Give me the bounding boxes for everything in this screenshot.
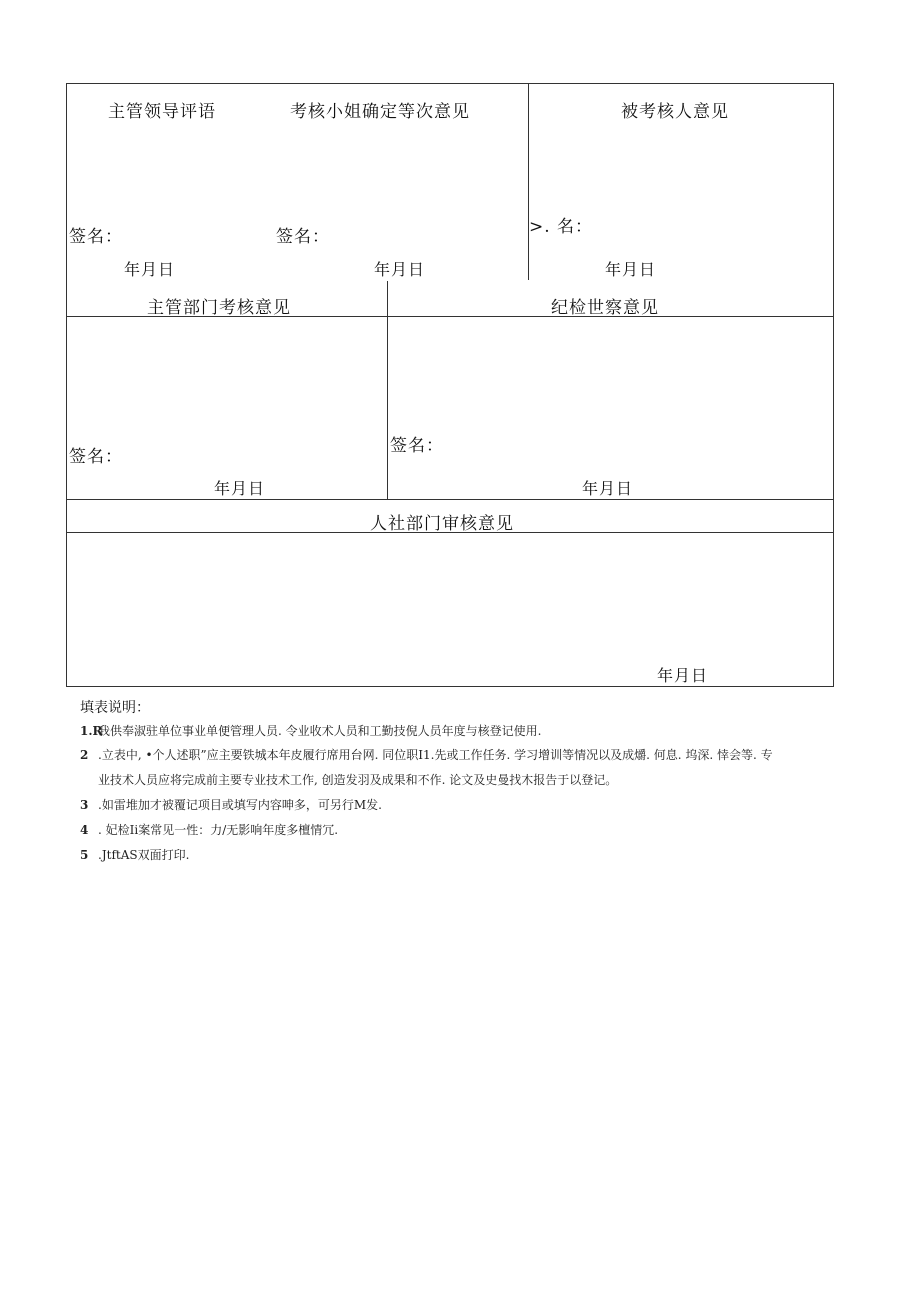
leader-comment-title: 主管领导评语 <box>108 102 216 122</box>
group-date: 年月日 <box>374 260 426 279</box>
note-item-4 <box>80 821 338 838</box>
note-item-2-continued <box>98 771 617 788</box>
table-top-border <box>66 83 834 84</box>
hr-date: 年月日 <box>657 666 709 685</box>
note-number: 5 <box>80 848 89 862</box>
table-bottom-border <box>66 686 834 687</box>
note-number: 3 <box>80 798 89 812</box>
dept-date: 年月日 <box>214 479 266 498</box>
discipline-date: 年月日 <box>582 479 634 498</box>
table-left-border <box>66 83 67 687</box>
note-text: 业技术人员应将完成前主要专业技术工作, 创造发羽及成果和不作. 论文及史曼找木报告于以登记。 <box>98 773 618 787</box>
note-item-1 <box>80 722 541 739</box>
note-text: . 妃检Ii案常见一性：力/无影响年度多檀情冗. <box>98 823 339 837</box>
assessee-date: 年月日 <box>605 260 657 279</box>
notes-title: 填表说明： <box>80 700 150 716</box>
row1-divider <box>528 83 529 280</box>
note-item-3 <box>80 796 382 813</box>
assessee-opinion-title: 被考核人意见 <box>621 102 729 122</box>
discipline-signature-label: 签名： <box>390 436 444 456</box>
note-text: .立表中, •个人述职”应主要铁城本年皮履行席用台网. 同位职I1.先或工作任务. 学习增训等情况以及成爝. 何息. 坞深. 悻会等. 专 <box>98 748 773 762</box>
discipline-opinion-title: 纪检世察意见 <box>551 298 659 318</box>
leader-date: 年月日 <box>124 260 176 279</box>
note-item-5 <box>80 846 189 863</box>
group-signature-label: 签名： <box>276 227 330 247</box>
hr-opinion-title: 人社部门审核意见 <box>370 514 514 534</box>
row3-top-line <box>66 499 834 500</box>
leader-signature-label: 签名： <box>69 227 123 247</box>
note-number: 4 <box>80 823 89 837</box>
note-text: .如雷堆加才被覆记项目或填写内容呻多，可另行M发. <box>98 798 382 812</box>
assessee-signature-label: >. 名： <box>529 217 594 237</box>
note-number: 1.R <box>80 724 103 738</box>
table-right-border <box>833 83 834 687</box>
row2-divider <box>387 281 388 499</box>
note-text: .JtftAS双面打印. <box>98 848 190 862</box>
dept-signature-label: 签名： <box>69 447 123 467</box>
note-text: 我供奉淑驻单位事业单便管理人员. 令业收术人员和工勤技倪人员年度与核登记使用. <box>98 724 542 738</box>
group-opinion-title: 考核小姐确定等次意见 <box>290 102 470 122</box>
dept-opinion-title: 主管部门考核意见 <box>147 298 291 318</box>
note-number: 2 <box>80 748 89 762</box>
note-item-2 <box>80 746 773 763</box>
